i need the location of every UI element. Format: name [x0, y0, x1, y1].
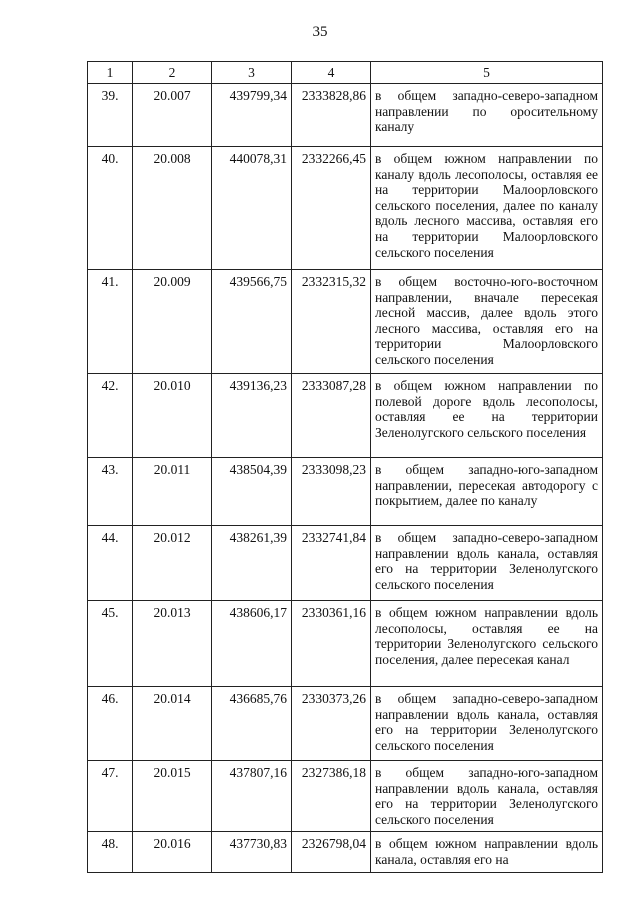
header-col-3: 3 [212, 62, 292, 84]
cell-point-code: 20.007 [133, 84, 212, 147]
table-row [88, 601, 603, 687]
cell-number: 43. [88, 458, 133, 526]
cell-description: в общем южном направлении вдоль канала, оставляя его на [371, 832, 603, 872]
cell-number: 48. [88, 832, 133, 872]
cell-point-code: 20.016 [133, 832, 212, 872]
cell-coordinate-x: 438261,39 [212, 526, 292, 601]
cell-point-code: 20.015 [133, 761, 212, 832]
table-row [88, 687, 603, 761]
cell-point-code: 20.008 [133, 147, 212, 270]
cell-point-code: 20.009 [133, 270, 212, 374]
cell-coordinate-x: 439566,75 [212, 270, 292, 374]
cell-coordinate-x: 439799,34 [212, 84, 292, 147]
table-row [88, 374, 603, 458]
cell-coordinate-y: 2333087,28 [292, 374, 371, 458]
cell-coordinate-y: 2332266,45 [292, 147, 371, 270]
cell-coordinate-y: 2332741,84 [292, 526, 371, 601]
cell-point-code: 20.012 [133, 526, 212, 601]
cell-description: в общем западно-северо-западном направлении по оросительному каналу [371, 84, 603, 147]
table-row [88, 458, 603, 526]
cell-coordinate-y: 2326798,04 [292, 832, 371, 872]
cell-point-code: 20.013 [133, 601, 212, 687]
cell-number: 44. [88, 526, 133, 601]
table-row [88, 832, 603, 872]
cell-point-code: 20.011 [133, 458, 212, 526]
cell-description: в общем западно-юго-западном направлении, пересекая автодорогу с покрытием, далее по каналу [371, 458, 603, 526]
table-row [88, 270, 603, 374]
table-row [88, 526, 603, 601]
table-row [88, 761, 603, 832]
table-body [88, 84, 603, 873]
cell-number: 45. [88, 601, 133, 687]
cell-number: 46. [88, 687, 133, 761]
cell-number: 41. [88, 270, 133, 374]
cell-coordinate-x: 438606,17 [212, 601, 292, 687]
cell-coordinate-y: 2330361,16 [292, 601, 371, 687]
table-header [88, 62, 603, 84]
boundary-table [87, 61, 603, 873]
cell-number: 42. [88, 374, 133, 458]
cell-coordinate-y: 2333098,23 [292, 458, 371, 526]
cell-coordinate-x: 437807,16 [212, 761, 292, 832]
cell-point-code: 20.010 [133, 374, 212, 458]
cell-description: в общем западно-северо-западном направлении вдоль канала, оставляя его на территории Зеленолугского сельского поселения [371, 526, 603, 601]
header-col-1: 1 [88, 62, 133, 84]
cell-coordinate-y: 2330373,26 [292, 687, 371, 761]
cell-description: в общем западно-юго-западном направлении вдоль канала, оставляя его на территории Зеленолугского сельского поселения [371, 761, 603, 832]
cell-description: в общем западно-северо-западном направлении вдоль канала, оставляя его на территории Зеленолугского сельского поселения [371, 687, 603, 761]
header-row [88, 62, 603, 84]
cell-coordinate-y: 2327386,18 [292, 761, 371, 832]
cell-description: в общем восточно-юго-восточном направлении, вначале пересекая лесной массив, далее вдоль этого лесного массива, оставляя его на территории Малоорловского сельского поселения [371, 270, 603, 374]
cell-coordinate-x: 437730,83 [212, 832, 292, 872]
cell-number: 47. [88, 761, 133, 832]
page-number: 35 [312, 24, 328, 40]
table-row [88, 84, 603, 147]
cell-description: в общем южном направлении вдоль лесополосы, оставляя ее на территории Зеленолугского сельского поселения, далее пересекая канал [371, 601, 603, 687]
cell-number: 39. [88, 84, 133, 147]
header-col-2: 2 [133, 62, 212, 84]
cell-coordinate-x: 439136,23 [212, 374, 292, 458]
cell-description: в общем южном направлении по полевой дороге вдоль лесополосы, оставляя ее на территории Зеленолугского сельского поселения [371, 374, 603, 458]
cell-point-code: 20.014 [133, 687, 212, 761]
cell-coordinate-x: 436685,76 [212, 687, 292, 761]
cell-coordinate-x: 438504,39 [212, 458, 292, 526]
cell-coordinate-x: 440078,31 [212, 147, 292, 270]
header-col-5: 5 [371, 62, 603, 84]
table-row [88, 147, 603, 270]
cell-number: 40. [88, 147, 133, 270]
cell-description: в общем южном направлении по каналу вдоль лесополосы, оставляя ее на территории Малоорловского сельского поселения, далее по каналу вдоль лесного массива, оставляя его на территории Малоорловского сельского поселения [371, 147, 603, 270]
header-col-4: 4 [292, 62, 371, 84]
cell-coordinate-y: 2333828,86 [292, 84, 371, 147]
cell-coordinate-y: 2332315,32 [292, 270, 371, 374]
